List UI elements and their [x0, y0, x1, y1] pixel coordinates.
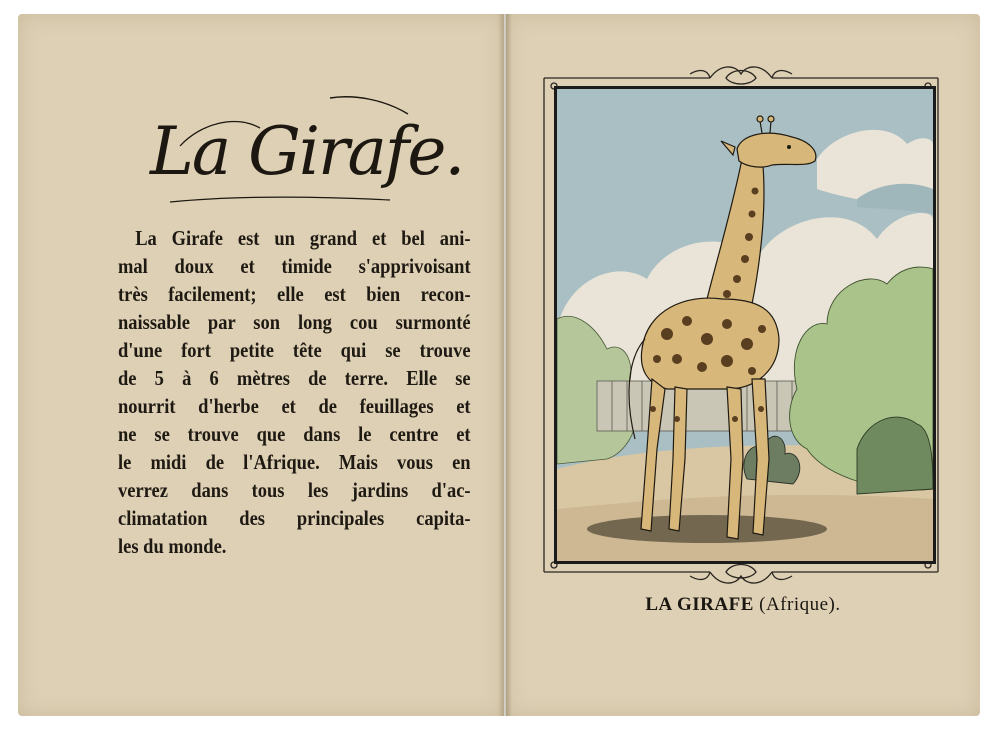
giraffe-illustration — [554, 86, 936, 564]
text-line: de 5 à 6 mètres de terre. Elle se — [118, 366, 471, 390]
text-line: nourrit d'herbe et de feuillages et — [118, 394, 471, 418]
body-paragraph — [118, 224, 471, 560]
text-line: très facilement; elle est bien recon- — [118, 282, 471, 306]
text-line: mal doux et timide s'apprivoisant — [118, 254, 471, 278]
text-line: les du monde. — [118, 534, 227, 558]
text-line: ne se trouve que dans le centre et — [118, 422, 471, 446]
page-title: La Girafe. — [150, 113, 464, 190]
caption-title: LA GIRAFE — [645, 594, 754, 615]
text-line: climatation des principales capita- — [118, 506, 471, 530]
text-line: naissable par son long cou surmonté — [118, 310, 471, 334]
book-spine — [498, 14, 512, 716]
text-line: La Girafe est un grand et bel ani- — [135, 226, 471, 250]
text-line: le midi de l'Afrique. Mais vous en — [118, 450, 471, 474]
caption-region: (Afrique). — [759, 594, 841, 615]
illustration-caption — [560, 594, 926, 616]
text-line: verrez dans tous les jardins d'ac- — [118, 478, 471, 502]
text-line: d'une fort petite tête qui se trouve — [118, 338, 471, 362]
illustration-scene — [557, 89, 933, 561]
